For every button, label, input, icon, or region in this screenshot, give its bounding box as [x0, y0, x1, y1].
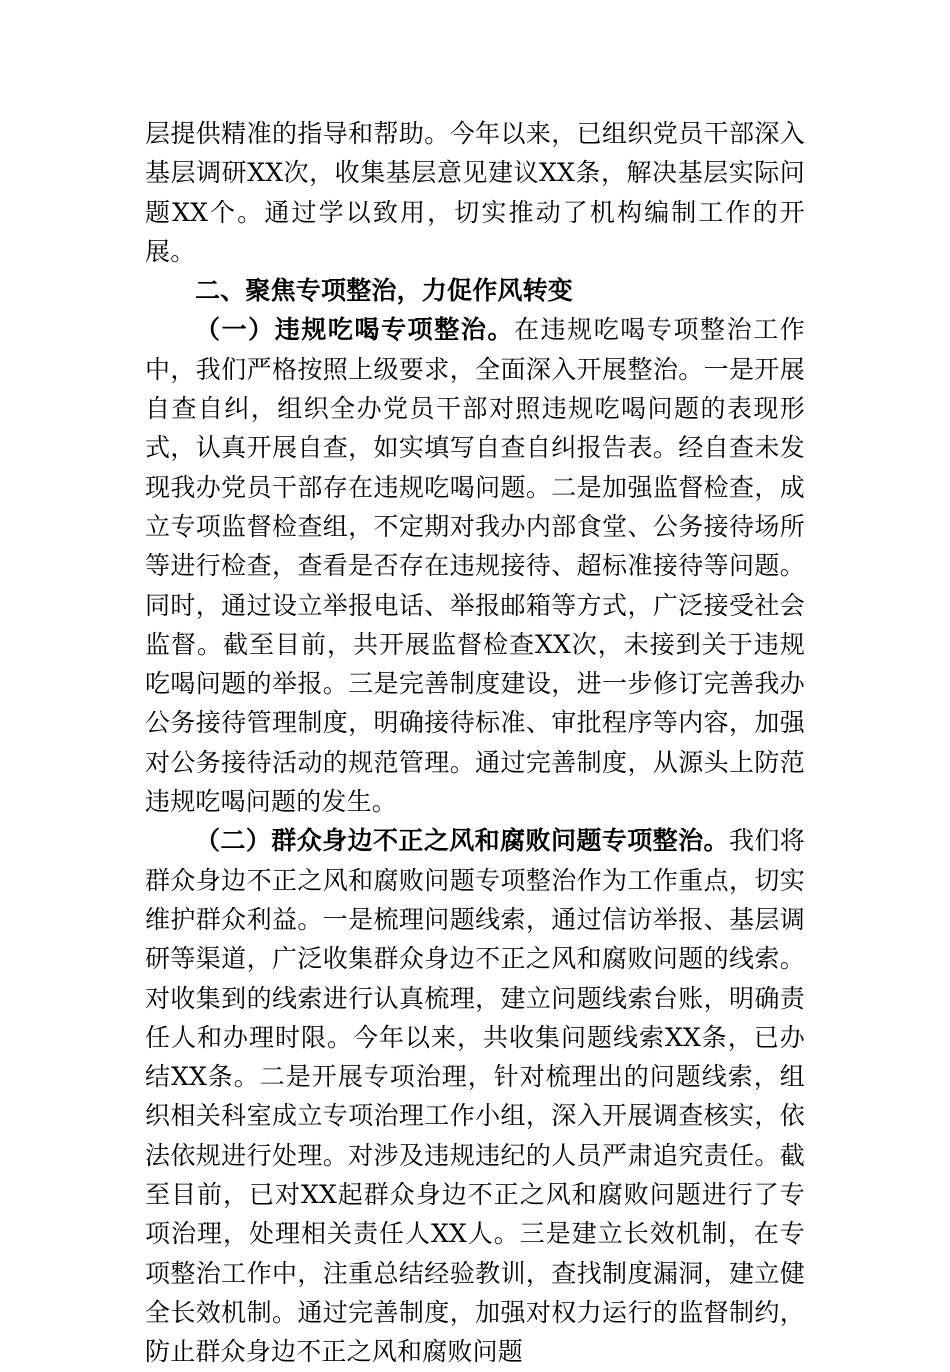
section-heading: 二、聚焦专项整治，力促作风转变	[195, 276, 574, 306]
subsection-2-paragraph	[145, 821, 805, 1371]
subsection-1-lead: （一）违规吃喝专项整治。	[195, 315, 514, 345]
paragraph-continued	[145, 114, 805, 271]
subsection-2-body: 我们将群众身边不正之风和腐败问题专项整治作为工作重点，切实维护群众利益。一是梳理问题线索，通过信访举报、基层调研等渠道，广泛收集群众身边不正之风和腐败问题的线索。对收集到的线索进行认真梳理，建立问题线索台账，明确责任人和办理时限。今年以来，共收集问题线索XX条，已办结XX条。二是开展专项治理，针对梳理出的问题线索，组织相关科室成立专项治理工作小组，深入开展调查核实，依法依规进行处理。对涉及违规违纪的人员严肃追究责任。截至目前，已对XX起群众身边不正之风和腐败问题进行了专项治理，处理相关责任人XX人。三是建立长效机制，在专项整治工作中，注重总结经验教训，查找制度漏洞，建立健全长效机制。通过完善制度，加强对权力运行的监督制约，防止群众身边不正之风和腐败问题	[145, 826, 806, 1367]
subsection-1-body: 在违规吃喝专项整治工作中，我们严格按照上级要求，全面深入开展整治。一是开展自查自纠，组织全办党员干部对照违规吃喝问题的表现形式，认真开展自查，如实填写自查自纠报告表。经自查未发现我办党员干部存在违规吃喝问题。二是加强监督检查，成立专项监督检查组，不定期对我办内部食堂、公务接待场所等进行检查，查看是否存在违规接待、超标准接待等问题。同时，通过设立举报电话、举报邮箱等方式，广泛接受社会监督。截至目前，共开展监督检查XX次，未接到关于违规吃喝问题的举报。三是完善制度建设，进一步修订完善我办公务接待管理制度，明确接待标准、审批程序等内容，加强对公务接待活动的规范管理。通过完善制度，从源头上防范违规吃喝问题的发生。	[145, 315, 805, 817]
subsection-2-lead: （二）群众身边不正之风和腐败问题专项整治。	[195, 826, 729, 856]
paragraph-continued-text: 层提供精准的指导和帮助。今年以来，已组织党员干部深入基层调研XX次，收集基层意见建议XX条，解决基层实际问题XX个。通过学以致用，切实推动了机构编制工作的开展。	[145, 119, 805, 266]
subsection-1-paragraph	[145, 310, 805, 821]
